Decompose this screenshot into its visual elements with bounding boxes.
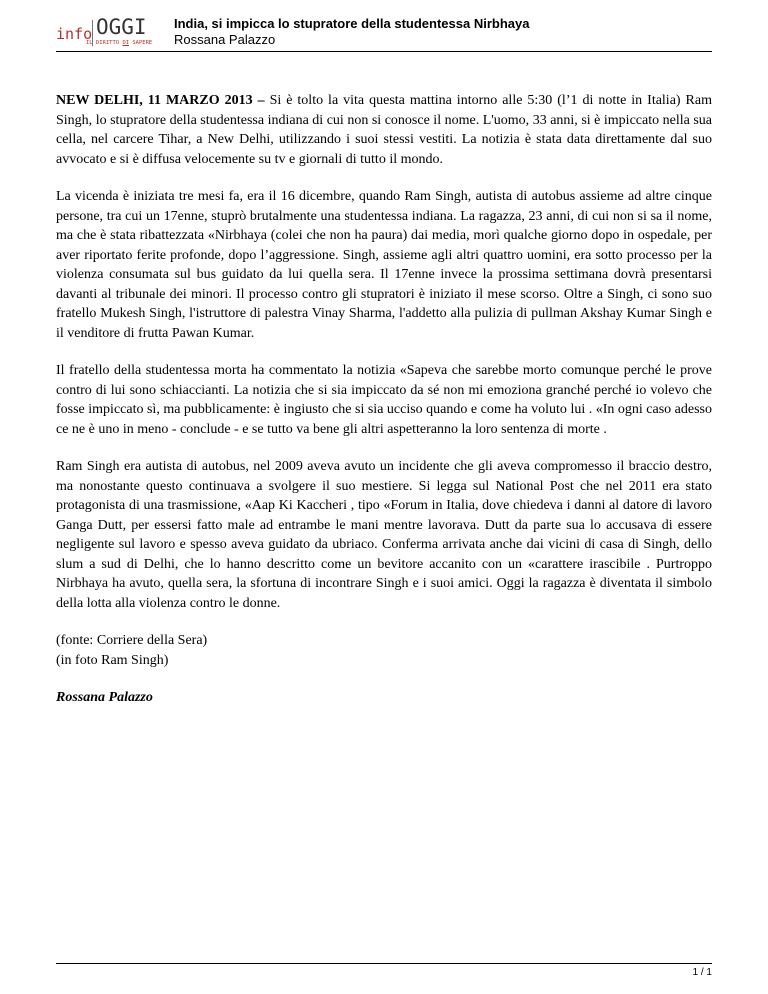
header-title-block: [174, 16, 529, 48]
article-photo-credit: (in foto Ram Singh): [56, 652, 169, 668]
article-paragraph-1: NEW DELHI, 11 MARZO 2013 – Si è tolto la vita questa mattina intorno alle 5:30 (l’1 di notte in Italia) Ram Singh, lo stupratore della studentessa indiana di cui non si conosce il nome. L'uomo, 33 anni, si è impiccato nella sua cella, nel carcere Tihar, a New Delhi, utilizzando i suoi stessi vestiti. La notizia è stata data direttamente dal suo avvocato e si è diffusa velocemente su tv e giornali di tutto il mondo.: [56, 93, 712, 167]
document-author: Rossana Palazzo: [174, 32, 276, 47]
infooggi-logo: [56, 14, 164, 50]
logo-oggi-text: OGGI: [96, 15, 147, 39]
footer-rule: [56, 963, 712, 964]
article-paragraph-4: Ram Singh era autista di autobus, nel 2009 aveva avuto un incidente che gli aveva compromesso il braccio destro, ma nonostante questo continuava a svolgere il suo mestiere. Si legga sul National Post che nel 2011 era stato protagonista di una trasmissione, «Aap Ki Kaccheri , tipo «Forum in Italia, dove chiedeva i danni al datore di lavoro Ganga Dutt, per essersi fatto male ad entrambe le mani mentre lavorava. Dutt da parte sua lo accusava di essere negligente sul lavoro e spesso aveva guidato da ubriaco. Conferma arrivata anche dai vicini di casa di Singh, dello slum a sud di Delhi, che lo hanno descritto come un bevitore accanito con un «carattere irascibile . Purtroppo Nirbhaya ha avuto, quella sera, la sfortuna di incontrare Singh e i suoi amici. Oggi la ragazza è diventata il simbolo della lotta alla violenza contro le donne.: [56, 459, 712, 611]
article-signature: Rossana Palazzo: [56, 690, 153, 705]
article-dateline: NEW DELHI, 11 MARZO 2013 –: [56, 93, 265, 108]
article-body: [56, 91, 712, 708]
page-number: 1 / 1: [692, 967, 712, 978]
logo-tagline: IL DIRITTO DI SAPERE: [86, 40, 153, 46]
article-paragraph-3: Il fratello della studentessa morta ha commentato la notizia «Sapeva che sarebbe morto comunque perché le prove contro di lui sono schiaccianti. La notizia che si sia impiccato da sé non mi emoziona granché perché io volevo che fosse impiccato sì, ma pubblicamente: è ingiusto che si sia ucciso quando e come ha voluto lui . «In ogni caso adesso ce ne è uno in meno - conclude - e se tutto va bene gli altri aspetteranno la loro sentenza di morte .: [56, 363, 712, 437]
page-header: [56, 12, 712, 52]
article-paragraph-2: La vicenda è iniziata tre mesi fa, era il 16 dicembre, quando Ram Singh, autista di autobus assieme ad altre cinque persone, tra cui un 17enne, stuprò brutalmente una studentessa indiana. La ragazza, 23 anni, di cui non si sa il nome, ma che è stata ribattezzata «Nirbhaya (colei che non ha paura) dai media, morì qualche giorno dopo in ospedale, per aver riportato ferite profonde, dopo l’aggressione. Singh, assieme agli altri quattro uomini, era sotto processo per la violenza consumata sul bus guidato da lui quella sera. Il 17enne invece la prossima settimana dovrà presentarsi davanti al tribunale dei minori. Il processo contro gli stupratori è iniziato il mese scorso. Oltre a Singh, ci sono suo fratello Mukesh Singh, l'istruttore di palestra Vinay Sharma, l'addetto alla pulizia di pullman Akshay Kumar Singh e il venditore di frutta Pawan Kumar.: [56, 189, 712, 341]
document-title: India, si impicca lo stupratore della studentessa Nirbhaya: [174, 16, 530, 31]
article-source: (fonte: Corriere della Sera): [56, 633, 208, 648]
logo-info-text: info: [56, 25, 93, 43]
header-rule: [56, 51, 712, 52]
